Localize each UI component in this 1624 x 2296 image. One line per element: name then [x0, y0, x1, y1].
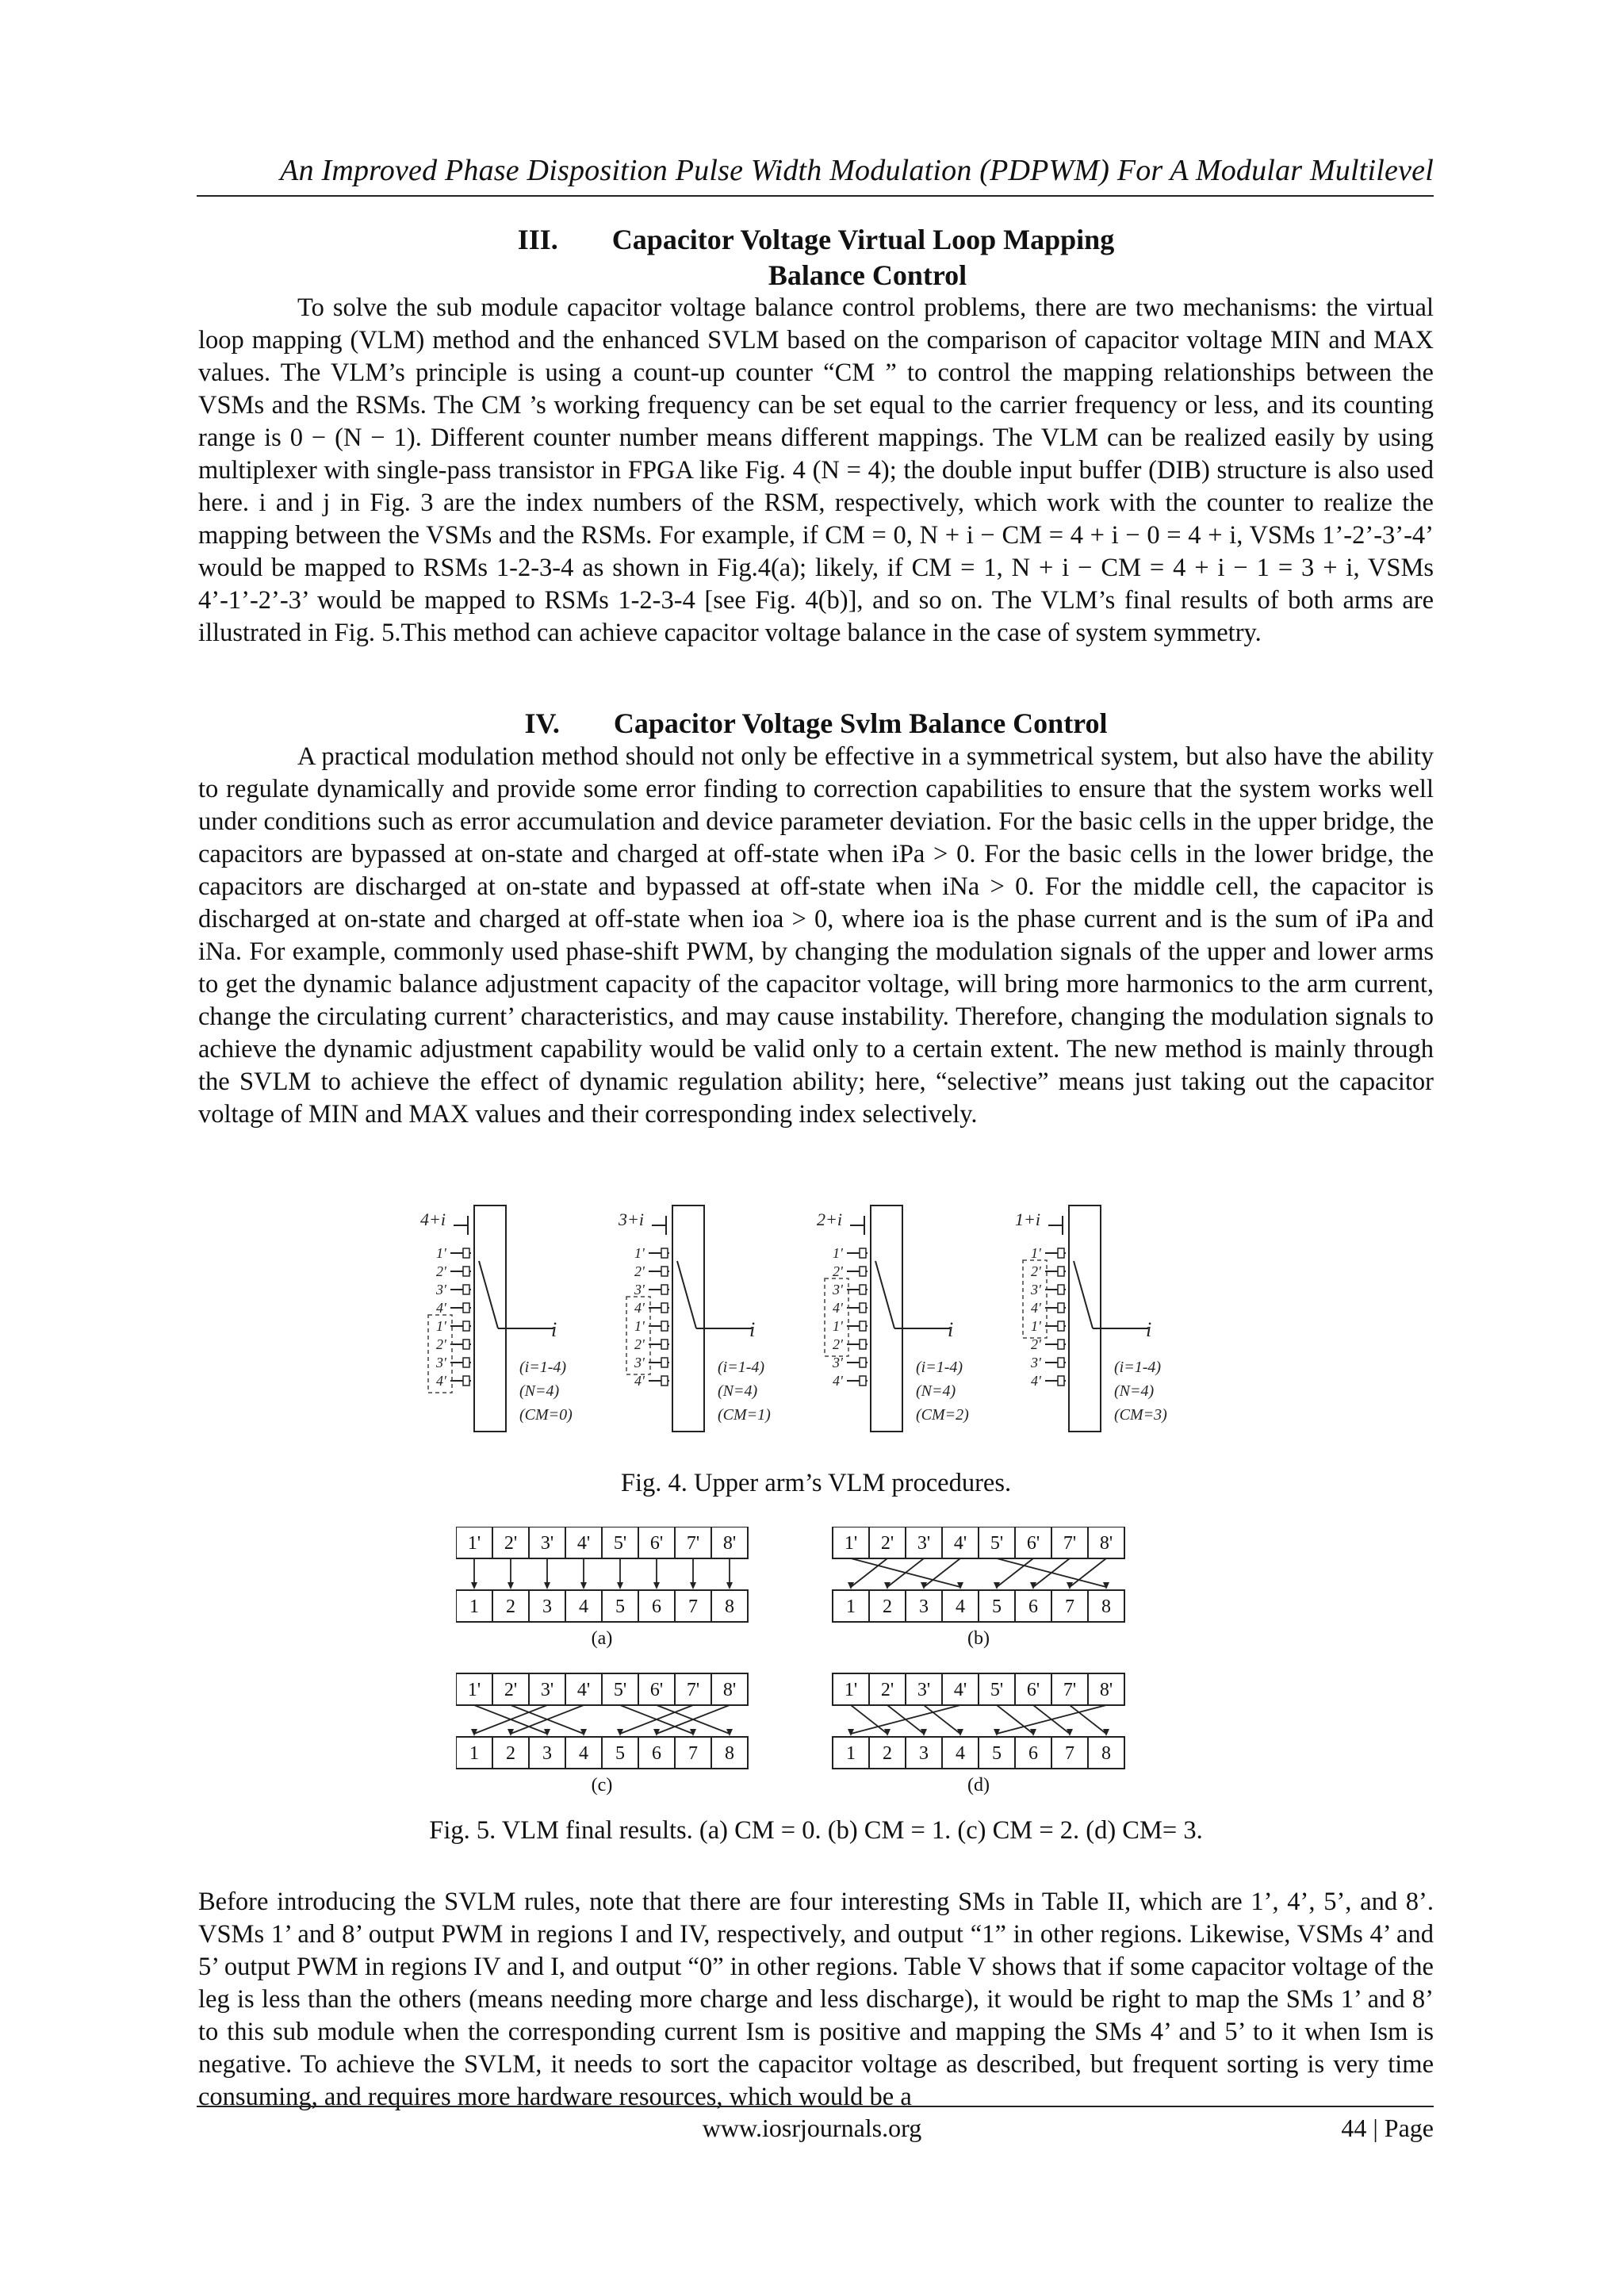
fig5-sub-label: (a) [591, 1628, 613, 1649]
fig4-switch [1058, 1358, 1064, 1367]
fig4-output-label: i [948, 1318, 954, 1341]
fig5-rsm-label: 7 [1065, 1743, 1074, 1764]
fig5-rsm-label: 1 [846, 1596, 856, 1617]
fig4-switch [463, 1358, 469, 1367]
fig4-vsm-label: 2' [436, 1263, 446, 1279]
fig4-output-wire [1074, 1261, 1093, 1328]
fig4-output-label: i [1146, 1318, 1152, 1341]
fig4-vsm-label: 3' [634, 1282, 645, 1297]
fig4-vsm-label: 1' [1031, 1245, 1041, 1261]
fig5-rsm-label: 3 [919, 1743, 929, 1764]
fig4-vsm-label: 4' [634, 1373, 645, 1389]
fig5-vsm-label: 6' [649, 1533, 664, 1554]
fig4-switch [463, 1321, 469, 1331]
fig5-rsm-label: 1 [846, 1743, 856, 1764]
fig4-switch [661, 1285, 668, 1294]
fig5-rsm-label: 3 [919, 1596, 929, 1617]
fig5-vsm-label: 2' [880, 1533, 894, 1554]
fig4-range-label: (i=1-4) [519, 1359, 567, 1376]
figure-4-caption: Fig. 4. Upper arm’s VLM procedures. [620, 1469, 1012, 1497]
fig4-switch [1058, 1267, 1064, 1276]
fig4-n-label: (N=4) [1114, 1382, 1155, 1400]
fig5-rsm-label: 1 [469, 1743, 479, 1764]
fig4-vsm-label: 1' [634, 1245, 645, 1261]
fig4-cm-label: (CM=2) [916, 1406, 969, 1424]
fig4-vsm-label: 3' [833, 1282, 843, 1297]
fig4-switch [463, 1248, 469, 1258]
section-3-number: III. [517, 224, 558, 255]
fig4-cm-label: (CM=0) [519, 1406, 573, 1424]
fig5-vsm-label: 4' [576, 1533, 591, 1554]
fig5-vsm-label: 7' [686, 1533, 700, 1554]
section-3-paragraph: To solve the sub module capacitor voltage balance control problems, there are two mechanisms: the virtual loop mapping (VLM) method and the enhanced SVLM based on the comparison of capacitor voltage MIN and MAX values. The VLM’s principle is using a count-up counter “CM ” to control the mapping relationships between the VSMs and the RSMs. The CM ’s working frequency can be set equal to the carrier frequency or less, and its counting range is 0 − (N − 1). Different counter number means different mappings. The VLM can be realized easily by using multiplexer with single-pass transistor in FPGA like Fig. 4 (N = 4); the double input buffer (DIB) structure is also used here. i and j in Fig. 3 are the index numbers of the RSM, respectively, which work with the counter to realize the mapping between the VSMs and the RSMs. For example, if CM = 0, N + i − CM = 4 + i − 0 = 4 + i, VSMs 1’-2’-3’-4’ would be mapped to RSMs 1-2-3-4 as shown in Fig.4(a); likely, if CM = 1, N + i − CM = 4 + i − 1 = 3 + i, VSMs 4’-1’-2’-3’ would be mapped to RSMs 1-2-3-4 [see Fig. 4(b)], and so on. The VLM’s final results of both arms are illustrated in Fig. 5.This method can achieve capacitor voltage balance in the case of system symmetry. [198, 293, 1434, 647]
fig4-top-label: 3+i [619, 1209, 644, 1229]
fig4-mux-box [1069, 1205, 1101, 1432]
fig4-vsm-label: 1' [436, 1245, 446, 1261]
fig4-cm-label: (CM=1) [718, 1406, 771, 1424]
fig5-vsm-label: 4' [576, 1680, 591, 1700]
fig5-vsm-label: 3' [917, 1533, 931, 1554]
fig5-rsm-label: 2 [883, 1743, 892, 1764]
fig5-rsm-label: 5 [992, 1596, 1002, 1617]
fig5-rsm-label: 6 [1028, 1743, 1038, 1764]
fig4-switch [463, 1285, 469, 1294]
fig5-vsm-label: 8' [722, 1680, 737, 1700]
fig5-rsm-label: 4 [579, 1743, 588, 1764]
fig4-vsm-label: 1' [634, 1318, 645, 1334]
fig4-top-label: 4+i [420, 1209, 446, 1229]
fig4-switch [463, 1376, 469, 1386]
fig4-mux-box [871, 1205, 902, 1432]
fig5-vsm-label: 5' [990, 1680, 1004, 1700]
fig5-rsm-label: 6 [652, 1596, 661, 1617]
fig5-vsm-label: 3' [917, 1680, 931, 1700]
footer-page-number: 44 | Page [1341, 2114, 1434, 2142]
fig5-rsm-label: 7 [688, 1743, 698, 1764]
fig5-rsm-label: 7 [1065, 1596, 1074, 1617]
fig4-range-label: (i=1-4) [718, 1359, 765, 1376]
fig4-switch [661, 1267, 668, 1276]
fig5-vsm-label: 1' [844, 1680, 858, 1700]
fig4-range-label: (i=1-4) [1114, 1359, 1162, 1376]
header-rule [197, 195, 1434, 197]
fig5-arrowhead [617, 1582, 623, 1589]
fig5-arrowhead [690, 1582, 696, 1589]
fig5-vsm-label: 2' [880, 1680, 894, 1700]
section-4-number: IV. [524, 707, 560, 739]
fig4-output-wire [479, 1261, 498, 1328]
fig5-vsm-label: 1' [467, 1533, 481, 1554]
fig4-vsm-label: 1' [436, 1318, 446, 1334]
fig5-vsm-label: 3' [540, 1533, 554, 1554]
fig5-rsm-label: 2 [506, 1596, 515, 1617]
fig5-arrowhead [580, 1582, 587, 1589]
fig5-vsm-label: 2' [504, 1533, 518, 1554]
fig4-switch [860, 1358, 866, 1367]
section-4-heading [198, 706, 1434, 741]
fig4-switch [1058, 1248, 1064, 1258]
fig4-vsm-label: 2' [1031, 1263, 1041, 1279]
fig4-vsm-label: 3' [634, 1355, 645, 1370]
fig5-arrowhead [653, 1582, 660, 1589]
fig5-mapping-arrow [1033, 1705, 1070, 1734]
fig4-output-wire [875, 1261, 894, 1328]
fig4-top-label: 1+i [1015, 1209, 1040, 1229]
fig5-vsm-label: 7' [1063, 1533, 1077, 1554]
fig4-switch [860, 1285, 866, 1294]
fig4-vsm-label: 1' [833, 1318, 843, 1334]
footer-rule [197, 2106, 1434, 2107]
fig5-rsm-label: 8 [1101, 1596, 1111, 1617]
fig4-output-wire [677, 1261, 696, 1328]
fig4-switch [860, 1340, 866, 1349]
fig5-vsm-label: 5' [613, 1680, 627, 1700]
fig5-vsm-label: 8' [1099, 1533, 1113, 1554]
fig5-vsm-label: 6' [1026, 1533, 1040, 1554]
fig5-vsm-label: 4' [953, 1533, 967, 1554]
fig4-mux-box [672, 1205, 704, 1432]
fig5-rsm-label: 3 [542, 1596, 552, 1617]
fig4-n-label: (N=4) [519, 1382, 560, 1400]
fig5-vsm-label: 7' [686, 1680, 700, 1700]
section-3-heading [198, 222, 1434, 257]
figure-5-caption: Fig. 5. VLM final results. (a) CM = 0. (b) CM = 1. (c) CM = 2. (d) CM= 3. [429, 1816, 1203, 1845]
fig4-vsm-label: 2' [833, 1336, 843, 1352]
fig5-rsm-label: 1 [469, 1596, 479, 1617]
fig5-rsm-label: 5 [992, 1743, 1002, 1764]
fig4-vsm-label: 4' [436, 1300, 446, 1316]
fig5-rsm-label: 7 [688, 1596, 698, 1617]
fig4-mux-box [474, 1205, 506, 1432]
fig5-rsm-label: 3 [542, 1743, 552, 1764]
fig5-rsm-label: 8 [1101, 1743, 1111, 1764]
fig4-cm-label: (CM=3) [1114, 1406, 1167, 1424]
fig4-vsm-label: 2' [634, 1263, 645, 1279]
fig4-switch [1058, 1303, 1064, 1313]
fig4-vsm-label: 2' [833, 1263, 843, 1279]
fig4-vsm-label: 3' [1031, 1282, 1041, 1297]
figure-5-diagram [456, 1527, 1185, 1808]
fig4-switch [860, 1303, 866, 1313]
fig5-vsm-label: 5' [990, 1533, 1004, 1554]
fig4-n-label: (N=4) [916, 1382, 956, 1400]
fig4-switch [860, 1376, 866, 1386]
fig4-vsm-label: 2' [436, 1336, 446, 1352]
fig5-rsm-label: 4 [956, 1743, 965, 1764]
fig5-mapping-arrow [997, 1558, 1106, 1587]
fig4-vsm-label: 1' [833, 1245, 843, 1261]
fig4-output-label: i [749, 1318, 756, 1341]
fig5-rsm-label: 4 [579, 1596, 588, 1617]
running-header: An Improved Phase Disposition Pulse Width Modulation (PDPWM) For A Modular Multilevel [280, 154, 1434, 187]
fig5-rsm-label: 5 [615, 1596, 625, 1617]
fig5-rsm-label: 5 [615, 1743, 625, 1764]
fig5-rsm-label: 6 [652, 1743, 661, 1764]
fig5-vsm-label: 1' [844, 1533, 858, 1554]
fig4-vsm-label: 4' [833, 1373, 843, 1389]
fig4-switch [661, 1303, 668, 1313]
fig5-rsm-label: 2 [883, 1596, 892, 1617]
closing-paragraph: Before introducing the SVLM rules, note that there are four interesting SMs in Table II, which are 1’, 4’, 5’, and 8’. VSMs 1’ and 8’ output PWM in regions I and IV, respectively, and output “1” in other regions. Likewise, VSMs 4’ and 5’ output PWM in regions IV and I, and output “0” in other regions. Table V shows that if some capacitor voltage of the leg is less than the others (means needing more charge and less discharge), it would be right to map the SMs 1’ and 8’ to this sub module when the corresponding current Ism is positive and mapping the SMs 4’ and 5’ to it when Ism is negative. To achieve the SVLM, it needs to sort the capacitor voltage as described, but frequent sorting is very time consuming, and requires more hardware resources, which would be a [198, 1888, 1434, 2111]
fig5-mapping-arrow [887, 1705, 924, 1734]
fig4-n-label: (N=4) [718, 1382, 758, 1400]
section-3-title-line2: Balance Control [768, 259, 967, 291]
fig5-vsm-label: 8' [722, 1533, 737, 1554]
fig5-rsm-label: 8 [725, 1743, 734, 1764]
fig4-vsm-label: 4' [1031, 1300, 1041, 1316]
fig4-switch [1058, 1340, 1064, 1349]
fig5-rsm-label: 4 [956, 1596, 965, 1617]
section-4-title: Capacitor Voltage Svlm Balance Control [613, 707, 1108, 739]
fig4-vsm-label: 4' [634, 1300, 645, 1316]
fig5-vsm-label: 4' [953, 1680, 967, 1700]
fig5-arrowhead [471, 1582, 477, 1589]
fig5-sub-label: (d) [967, 1775, 990, 1796]
fig5-arrowhead [508, 1582, 514, 1589]
fig5-vsm-label: 1' [467, 1680, 481, 1700]
fig4-switch [463, 1303, 469, 1313]
fig4-output-label: i [551, 1318, 557, 1341]
fig4-vsm-label: 1' [1031, 1318, 1041, 1334]
section-4-paragraph: A practical modulation method should not only be effective in a symmetrical system, but also have the ability to regulate dynamically and provide some error finding to correction capabilities to ensure that the system works well under conditions such as error accumulation and device parameter deviation. For the basic cells in the upper bridge, the capacitors are bypassed at on-state and charged at off-state when iPa > 0. For the basic cells in the lower bridge, the capacitors are discharged at on-state and bypassed at off-state when iNa > 0. For the middle cell, the capacitor is discharged at on-state and charged at off-state when ioa > 0, where ioa is the phase current and is the sum of iPa and iNa. For example, commonly used phase-shift PWM, by changing the modulation signals of the upper and lower arms to get the dynamic balance adjustment capacity of the capacitor voltage, will bring more harmonics to the arm current, change the circulating current’ characteristics, and may cause instability. Therefore, changing the modulation signals to achieve the dynamic adjustment capability would be valid only to a certain extent. The new method is mainly through the SVLM to achieve the effect of dynamic regulation ability; here, “selective” means just taking out the capacitor voltage of MIN and MAX values and their corresponding index selectively. [198, 742, 1434, 1129]
fig4-switch [1058, 1285, 1064, 1294]
fig4-switch [463, 1340, 469, 1349]
fig4-switch [661, 1358, 668, 1367]
fig4-switch [661, 1248, 668, 1258]
fig4-vsm-label: 4' [1031, 1373, 1041, 1389]
fig5-rsm-label: 2 [506, 1743, 515, 1764]
figure-4-diagram [420, 1190, 1213, 1459]
fig5-sub-label: (c) [591, 1775, 613, 1796]
footer-url: www.iosrjournals.org [702, 2114, 922, 2142]
fig4-switch [661, 1321, 668, 1331]
section-3-title-line1: Capacitor Voltage Virtual Loop Mapping [611, 224, 1115, 255]
fig4-switch [860, 1248, 866, 1258]
fig4-vsm-label: 3' [1031, 1355, 1041, 1370]
fig5-vsm-label: 7' [1063, 1680, 1077, 1700]
fig5-arrowhead [544, 1582, 550, 1589]
fig5-mapping-arrow [851, 1558, 960, 1587]
fig4-switch [1058, 1376, 1064, 1386]
fig5-vsm-label: 2' [504, 1680, 518, 1700]
fig5-vsm-label: 8' [1099, 1680, 1113, 1700]
fig4-switch [860, 1321, 866, 1331]
fig5-vsm-label: 6' [1026, 1680, 1040, 1700]
fig5-vsm-label: 5' [613, 1533, 627, 1554]
fig4-top-label: 2+i [817, 1209, 842, 1229]
fig5-vsm-label: 6' [649, 1680, 664, 1700]
fig5-vsm-label: 3' [540, 1680, 554, 1700]
fig4-range-label: (i=1-4) [916, 1359, 963, 1376]
fig4-vsm-label: 2' [634, 1336, 645, 1352]
fig4-switch [463, 1267, 469, 1276]
fig5-sub-label: (b) [967, 1628, 990, 1649]
fig5-rsm-label: 6 [1028, 1596, 1038, 1617]
fig4-switch [661, 1376, 668, 1386]
fig5-rsm-label: 8 [725, 1596, 734, 1617]
fig5-arrowhead [726, 1582, 733, 1589]
fig4-vsm-label: 3' [436, 1355, 446, 1370]
fig4-switch [661, 1340, 668, 1349]
fig4-switch [860, 1267, 866, 1276]
fig4-vsm-label: 3' [833, 1355, 843, 1370]
fig4-switch [1058, 1321, 1064, 1331]
fig4-vsm-label: 4' [833, 1300, 843, 1316]
fig4-vsm-label: 3' [436, 1282, 446, 1297]
fig4-vsm-label: 2' [1031, 1336, 1041, 1352]
fig4-vsm-label: 4' [436, 1373, 446, 1389]
